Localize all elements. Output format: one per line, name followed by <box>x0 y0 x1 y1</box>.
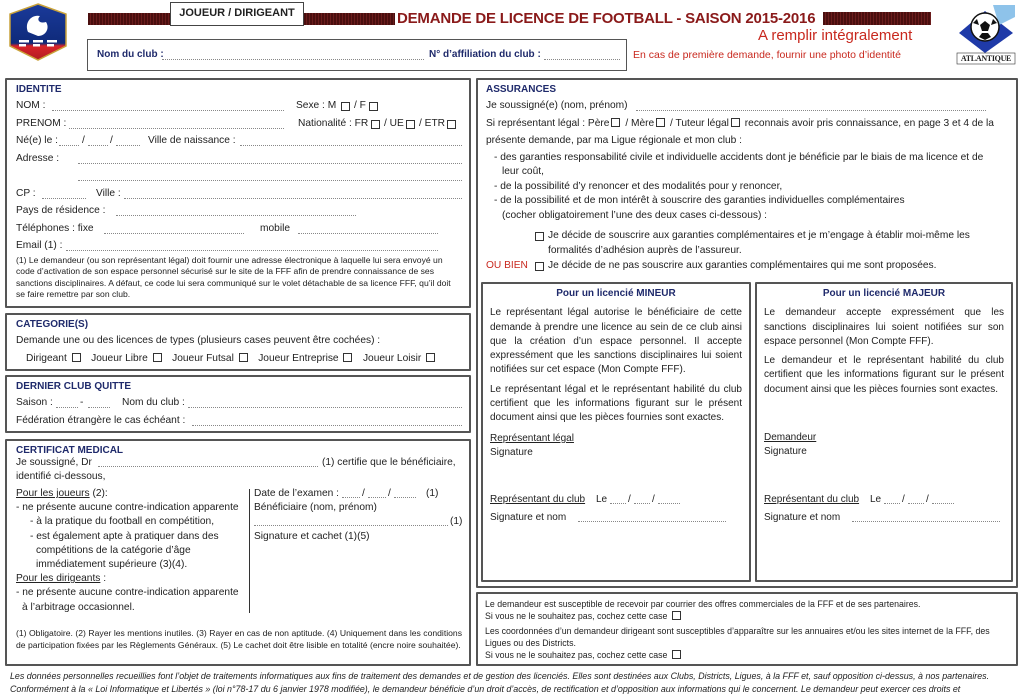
majeur-signature-label: Signature <box>764 446 807 458</box>
header-bar-right <box>823 12 931 25</box>
majeur-signature-area[interactable] <box>764 460 1004 493</box>
certifie-label: (1) certifie que le bénéficiaire, <box>322 457 456 468</box>
souscrire-text-1: Je décide de souscrire aux garanties complémentaires et je m’engage à établir moi-même les <box>548 230 970 241</box>
majeur-signer-label: Demandeur <box>764 432 817 444</box>
dirigeants-heading: Pour les dirigeants : <box>16 573 107 585</box>
nom-club-label: Nom du club : <box>122 397 185 408</box>
nationalite-fr-checkbox[interactable] <box>371 120 380 129</box>
sexe-m-checkbox[interactable] <box>341 102 350 111</box>
certificat-section <box>5 439 471 666</box>
club-name-label: Nom du club : <box>97 49 164 60</box>
saison-start-field[interactable] <box>56 398 78 408</box>
affiliation-field[interactable] <box>544 50 620 60</box>
garantie-item-1b: leur coût, <box>502 166 544 177</box>
birth-year-field[interactable] <box>116 136 140 146</box>
soussigne-label: Je soussigné(e) (nom, prénom) <box>486 100 628 111</box>
mobile-label: mobile <box>260 222 291 234</box>
presente-demande-line: présente demande, par ma Ligue régionale et mon club : <box>486 135 742 146</box>
page-title: DEMANDE DE LICENCE DE FOOTBALL - SAISON 2015-2016 <box>397 9 816 27</box>
date-examen-label: Date de l’examen : <box>254 488 339 499</box>
ne-le-label: Né(e) le : <box>16 135 58 146</box>
tuteur-checkbox[interactable] <box>731 118 740 127</box>
slash: / <box>926 493 929 505</box>
souscrire-checkbox[interactable] <box>535 232 544 241</box>
rep-reconnais-label: reconnais avoir pris connaissance, en page 3 et 4 de la <box>744 117 994 129</box>
federation-row <box>16 413 460 431</box>
slash: / <box>82 135 85 146</box>
garantie-item-2: - de la possibilité d’y renoncer et des modalités pour y renoncer, <box>494 180 783 192</box>
mineur-section <box>481 282 751 582</box>
email-field[interactable] <box>66 241 438 251</box>
cp-ville-row <box>16 186 460 204</box>
garantie-item-3: - de la possibilité et de mon intérêt à souscrire des garanties individuelles complémentaires <box>494 195 905 206</box>
ville-naissance-label: Ville de naissance : <box>148 135 236 146</box>
sexe-f-label: / F <box>354 100 366 111</box>
sexe-label: Sexe : M <box>296 100 337 111</box>
type-tab: JOUEUR / DIRIGEANT <box>170 2 304 26</box>
option-ne-pas-souscrire <box>486 259 1008 275</box>
ville-naissance-field[interactable] <box>240 136 462 146</box>
joueurs-line-5: immédiatement supérieure (3)(4). <box>36 559 188 571</box>
category-joueur-loisir-checkbox[interactable] <box>426 353 435 362</box>
certificat-title: CERTIFICAT MEDICAL <box>16 445 124 456</box>
majeur-le-label: Le <box>870 493 882 505</box>
majeur-paragraph-2: Le demandeur et le représentant habilité du club certifient que les informations figurant sur le présent document ainsi que les pièces fournies sont exactes. <box>764 355 1004 395</box>
rep-pere-label: Si représentant légal : Père <box>486 117 610 129</box>
pere-checkbox[interactable] <box>611 118 620 127</box>
mineur-sig-nom-label: Signature et nom <box>490 512 567 524</box>
ne-pas-souscrire-text: Je décide de ne pas souscrire aux garanties complémentaires qui me sont proposées. <box>548 260 937 271</box>
pays-field[interactable] <box>116 206 356 216</box>
mineur-paragraph-1: Le représentant légal autorise le bénéficiaire de cette demande à prendre une licence au sein de ce club ainsi que la création d’un espace personnel. Il accepte expressément que les sanctions disciplinaires lui soient notifiées sur cet espace (Mon Compte FFF). <box>490 307 742 376</box>
offres-commerciales-checkbox[interactable] <box>672 611 681 620</box>
footer-privacy <box>10 670 1020 695</box>
slash: / <box>628 494 631 506</box>
fill-completely-note: A remplir intégralement <box>758 27 913 44</box>
ne-pas-souscrire-checkbox[interactable] <box>535 262 544 271</box>
telephone-fixe-field[interactable] <box>104 224 244 234</box>
exam-month-field[interactable] <box>368 488 386 498</box>
email-label: Email (1) : <box>16 240 63 251</box>
slash: / <box>110 135 113 146</box>
ville-field[interactable] <box>124 189 462 199</box>
offres-line-3: Les coordonnées d’un demandeur dirigeant sont susceptibles d’apparaître sur les annuaires et/ou les sites internet de la FFF, des Ligues ou des Districts. <box>485 626 990 648</box>
affiliation-label: N° d’affiliation du club : <box>429 49 541 60</box>
prenom-label: PRENOM : <box>16 117 67 129</box>
category-joueur-futsal[interactable] <box>172 353 250 364</box>
category-dirigeant-checkbox[interactable] <box>72 353 81 362</box>
pays-label: Pays de résidence : <box>16 205 106 216</box>
mineur-year-field[interactable] <box>658 494 680 504</box>
telephones-row <box>16 221 460 239</box>
nom-row <box>16 98 460 116</box>
category-label: Dirigeant <box>26 352 67 364</box>
telephones-label: Téléphones : fixe <box>16 222 94 234</box>
cp-field[interactable] <box>42 189 86 199</box>
category-label: Joueur Entreprise <box>258 352 339 364</box>
club-name-field[interactable] <box>162 50 424 60</box>
offres-line-1: Le demandeur est susceptible de recevoir par courrier des offres commerciales de la FFF et de ses partenaires. <box>485 599 921 609</box>
doctor-name-field[interactable] <box>98 457 318 467</box>
saison-dash: - <box>80 397 84 408</box>
mineur-rep-club-row <box>490 493 742 511</box>
identite-section <box>5 78 471 308</box>
exam-day-field[interactable] <box>342 488 360 498</box>
category-joueur-libre[interactable] <box>91 353 163 364</box>
majeur-sig-nom-field[interactable] <box>852 512 1000 522</box>
cp-label: CP : <box>16 187 36 199</box>
mineur-title: Pour un licencié MINEUR <box>556 288 676 299</box>
date-examen-row <box>254 487 464 501</box>
offres-section <box>476 592 1018 666</box>
footer-line-1: Les données personnelles recueillies font l’objet de traitements informatiques aux fins de traitement des demandes et de gestion des licenciés. Elles sont destinées aux Clubs, Districts, Ligues, à la FFF et, sauf opposition ci-dessus, à nos partenaires. <box>10 671 990 681</box>
slash: / <box>362 488 365 499</box>
email-row <box>16 238 460 256</box>
mineur-le-label: Le <box>596 494 608 506</box>
majeur-year-field[interactable] <box>932 494 954 504</box>
majeur-paragraph-1: Le demandeur accepte expressément que les sanctions disciplinaires lui soient notifiées sur son espace personnel (Mon Compte FFF). <box>764 307 1004 347</box>
dirigeants-line-1: - ne présente aucune contre-indication apparente <box>16 587 239 599</box>
offres-line-4: Si vous ne le souhaitez pas, cochez cette case <box>485 649 1009 661</box>
majeur-month-field[interactable] <box>908 494 924 504</box>
dernier-nom-club-field[interactable] <box>188 398 462 408</box>
adresse-field-1[interactable] <box>78 154 462 164</box>
category-dirigeant[interactable] <box>26 353 83 364</box>
ref-1: (1) <box>426 488 439 499</box>
joueurs-line-4: compétitions de la catégorie d’âge <box>36 544 191 556</box>
mineur-day-field[interactable] <box>610 494 626 504</box>
category-label: Joueur Loisir <box>362 352 422 364</box>
photo-note: En cas de première demande, fournir une photo d’identité <box>633 49 901 61</box>
soussigne-field[interactable] <box>636 101 986 111</box>
identifie-row: identifié ci-dessous, <box>16 471 106 482</box>
majeur-title: Pour un licencié MAJEUR <box>822 288 946 299</box>
adresse-row-2 <box>16 168 460 186</box>
saison-row <box>16 395 460 413</box>
mineur-paragraph-2: Le représentant légal et le représentant habilité du club certifient que les informations figurant sur le présent document ainsi que les pièces fournies sont exactes. <box>490 383 742 424</box>
adresse-label: Adresse : <box>16 152 60 164</box>
mineur-month-field[interactable] <box>634 494 650 504</box>
majeur-rep-club-row <box>764 493 1004 511</box>
majeur-rep-club-label: Représentant du club <box>764 493 860 505</box>
annuaires-checkbox[interactable] <box>672 650 681 659</box>
birth-day-field[interactable] <box>59 136 79 146</box>
majeur-section <box>755 282 1013 582</box>
beneficiaire-row <box>254 515 464 529</box>
signature-cachet-label: Signature et cachet (1)(5) <box>254 530 370 542</box>
exam-year-field[interactable] <box>394 488 416 498</box>
certificat-left-col <box>16 487 246 615</box>
joueurs-heading: Pour les joueurs (2): <box>16 488 108 499</box>
prenom-field[interactable] <box>69 119 284 129</box>
telephone-mobile-field[interactable] <box>298 224 438 234</box>
club-info-box <box>87 39 627 71</box>
mere-checkbox[interactable] <box>656 118 665 127</box>
federation-label: Fédération étrangère le cas échéant : <box>16 414 186 426</box>
federation-field[interactable] <box>192 416 462 426</box>
nationalite-label: Nationalité : FR <box>298 117 369 129</box>
certificat-right-col <box>254 487 464 544</box>
dr-row <box>16 456 460 470</box>
ref-1: (1) <box>450 516 463 528</box>
mineur-signature-label: Signature <box>490 446 533 458</box>
joueurs-line-3: - est également apte à pratiquer dans des <box>30 530 219 542</box>
assurances-title: ASSURANCES <box>486 84 557 95</box>
category-joueur-libre-checkbox[interactable] <box>153 353 162 362</box>
nom-label: NOM : <box>16 100 46 111</box>
category-joueur-entreprise-checkbox[interactable] <box>343 353 352 362</box>
garantie-item-3b: (cocher obligatoirement l’une des deux cases ci-dessous) : <box>502 209 768 221</box>
slash: / <box>902 493 905 505</box>
saison-end-field[interactable] <box>88 398 110 408</box>
garanties-list <box>486 151 1008 224</box>
dr-label: Je soussigné, Dr <box>16 457 92 468</box>
certificat-divider <box>249 489 250 613</box>
nom-field[interactable] <box>52 101 284 111</box>
etr-label: / ETR <box>419 117 446 129</box>
dernier-club-title: DERNIER CLUB QUITTE <box>16 381 131 392</box>
souscrire-text-2: formalités d’adhésion auprès de l’assureur. <box>548 244 742 256</box>
atlantique-label: ATLANTIQUE <box>960 54 1012 63</box>
rep-tuteur-label: / Tuteur légal <box>670 117 729 129</box>
email-footnote: (1) Le demandeur (ou son représentant légal) doit fournir une adresse électronique à laquelle lui sera envoyé un code d’activation de son espace personnel sécurisé sur le site de la FFF afin de prendre connaissance de ses sanctions disciplinaires. A défaut, ce code lui sera communiqué sur le volet détachable de sa licence FFF, qu’il doit se faire remettre par son club. <box>16 254 451 300</box>
certificat-footnote: (1) Obligatoire. (2) Rayer les mentions inutiles. (3) Rayer en cas de non aptitude. (4) Uniquement dans les conditions de participation fixées par les Règlements Généraux. (5) Le cachet doit être lisible en totalité (encre noire souhaitée). <box>16 628 462 650</box>
ue-label: / UE <box>384 117 404 129</box>
category-joueur-loisir[interactable] <box>363 353 437 364</box>
category-label: Joueur Futsal <box>172 352 234 364</box>
garantie-item-1: - des garanties responsabilité civile et individuelle accidents dont je bénéficie par le biais de ma licence et de <box>494 151 984 163</box>
naissance-row <box>16 133 460 151</box>
title-row <box>397 8 931 28</box>
categories-section <box>5 313 471 371</box>
mineur-rep-club-label: Représentant du club <box>490 494 586 506</box>
ou-bien-label: OU BIEN <box>486 260 528 271</box>
mineur-sig-nom-row <box>490 511 742 527</box>
mineur-signer-label: Représentant légal <box>490 432 574 444</box>
ville-label: Ville : <box>96 187 121 199</box>
slash: / <box>388 488 391 499</box>
beneficiaire-label: Bénéficiaire (nom, prénom) <box>254 502 377 514</box>
fff-logo <box>6 2 70 62</box>
dernier-club-section <box>5 375 471 433</box>
saison-label: Saison : <box>16 397 53 408</box>
majeur-sig-nom-row <box>764 511 1004 527</box>
category-joueur-entreprise[interactable] <box>258 353 354 364</box>
identite-title: IDENTITE <box>16 84 62 95</box>
birth-month-field[interactable] <box>88 136 108 146</box>
nationalite-ue-checkbox[interactable] <box>406 120 415 129</box>
option-souscrire <box>486 229 1008 259</box>
soussigne-row <box>486 98 1008 116</box>
joueurs-line-2: - à la pratique du football en compétition, <box>30 516 215 528</box>
adresse-row <box>16 151 460 169</box>
majeur-day-field[interactable] <box>884 494 900 504</box>
footer-line-2: Conformément à la « Loi Informatique et Libertés » (loi n°78-17 du 6 janvier 1978 modifiée), le demandeur bénéficie d’un droit d’accès, de rectification et d’opposition aux informations qui le concernent. Le demandeur peut exercer ces droits et <box>10 683 961 694</box>
sexe-f-checkbox[interactable] <box>369 102 378 111</box>
representant-row <box>486 116 1008 134</box>
atlantique-logo <box>955 3 1017 65</box>
nationalite-etr-checkbox[interactable] <box>447 120 456 129</box>
joueurs-line-1: - ne présente aucune contre-indication apparente <box>16 502 239 514</box>
prenom-row <box>16 116 460 134</box>
categories-intro: Demande une ou des licences de types (plusieurs cases peuvent être cochées) : <box>16 335 381 346</box>
categories-title: CATEGORIE(S) <box>16 319 89 330</box>
categories-options <box>16 351 460 369</box>
adresse-field-2[interactable] <box>78 171 462 181</box>
category-joueur-futsal-checkbox[interactable] <box>239 353 248 362</box>
majeur-sig-nom-label: Signature et nom <box>764 511 841 523</box>
mineur-signature-area[interactable] <box>490 460 742 493</box>
offres-line-2: Si vous ne le souhaitez pas, cochez cette case <box>485 610 1009 622</box>
dirigeants-line-2: à l’arbitrage occasionnel. <box>22 601 135 613</box>
mineur-sig-nom-field[interactable] <box>578 512 726 522</box>
pays-row <box>16 203 460 221</box>
rep-mere-label: / Mère <box>625 117 655 129</box>
category-label: Joueur Libre <box>91 352 148 364</box>
beneficiaire-field[interactable] <box>254 516 448 526</box>
slash: / <box>652 494 655 506</box>
